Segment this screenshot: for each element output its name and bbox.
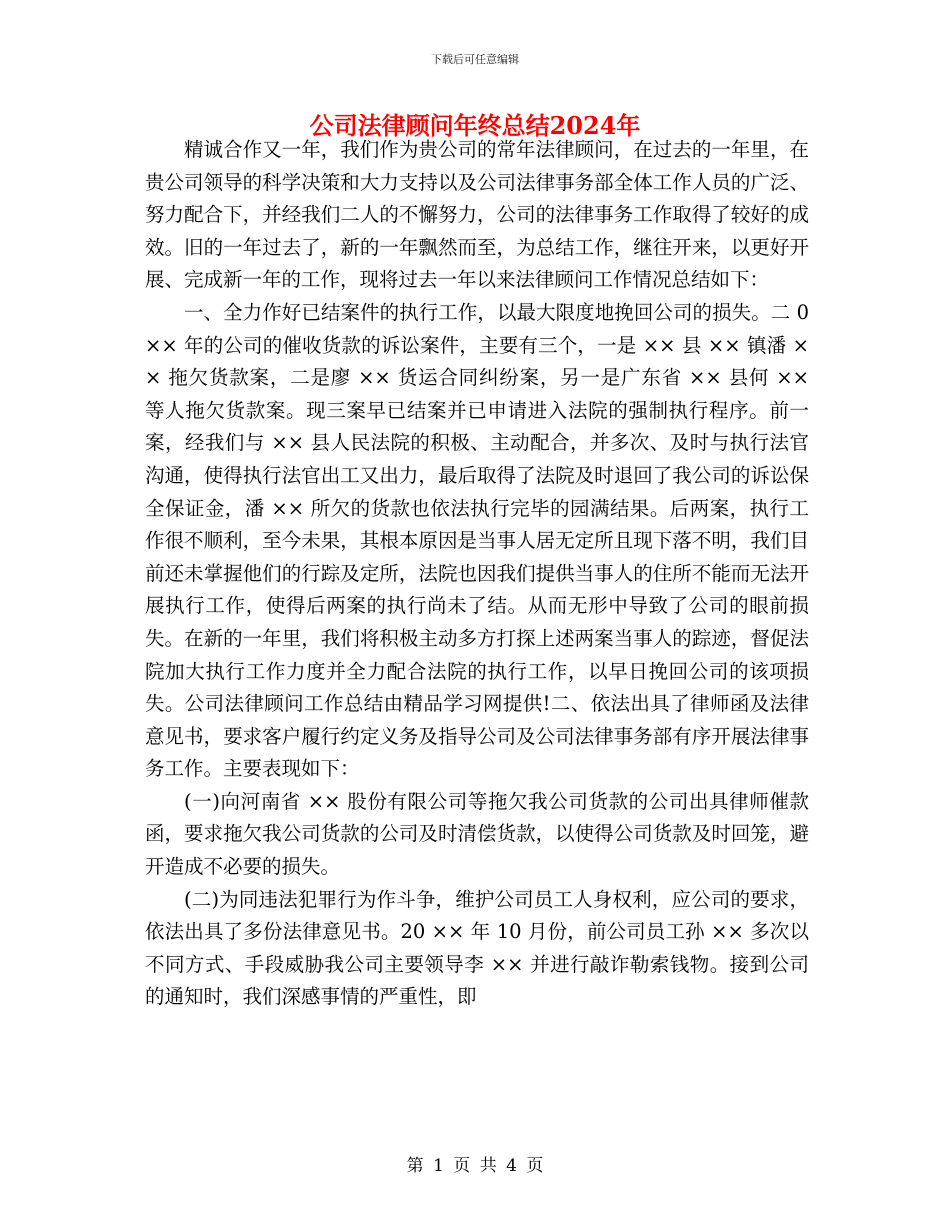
paragraph-item-two: (二)为同违法犯罪行为作斗争，维护公司员工人身权利，应公司的要求，依法出具了多份法律意见书。20 ×× 年 10 月份，前公司员工孙 ×× 多次以不同方式、手段威胁我公司主要领导李 ×× 并进行敲诈勒索钱物。接到公司的通知时，我们深感事情的严重性，即: [145, 887, 809, 1009]
paragraph-section-one: 一、全力作好已结案件的执行工作，以最大限度地挽回公司的损失。二 0 ×× 年的公司的催收货款的诉讼案件，主要有三个，一是 ×× 县 ×× 镇潘 ×× 拖欠货款案，二是廖 ×× 货运合同纠纷案，另一是广东省 ×× 县何 ×× 等人拖欠货款案。现三案早已结案并已申请进入法院的强制执行程序。前一案，经我们与 ×× 县人民法院的积极、主动配合，并多次、及时与执行法官沟通，使得执行法官出工又出力，最后取得了法院及时退回了我公司的诉讼保全保证金，潘 ×× 所欠的货款也依法执行完毕的园满结果。后两案，执行工作很不顺利，至今未果，其根本原因是当事人居无定所且现下落不明，我们目前还未掌握他们的行踪及定所，法院也因我们提供当事人的住所不能而无法开展执行工作，使得后两案的执行尚未了结。从而无形中导致了公司的眼前损失。在新的一年里，我们将积极主动多方打探上述两案当事人的踪迹，督促法院加大执行工作力度并全力配合法院的执行工作，以早日挽回公司的该项损失。公司法律顾问工作总结由精品学习网提供!二、依法出具了律师函及法律意见书，要求客户履行约定义务及指导公司及公司法律事务部有序开展法律事务工作。主要表现如下：: [145, 300, 809, 781]
paragraph-item-one: (一)向河南省 ×× 股份有限公司等拖欠我公司货款的公司出具律师催款函，要求拖欠我公司货款的公司及时清偿货款，以使得公司货款及时回笼，避开造成不必要的损失。: [145, 789, 809, 879]
page-header-note: 下载后可任意编辑: [431, 53, 519, 66]
page-number-footer: 第 1 页 共 4 页: [406, 1156, 544, 1176]
paragraph-intro: 精诚合作又一年，我们作为贵公司的常年法律顾问，在过去的一年里，在贵公司领导的科学决策和大力支持以及公司法律事务部全体工作人员的广泛、努力配合下，并经我们二人的不懈努力，公司的法律事务工作取得了较好的成效。旧的一年过去了，新的一年飘然而至，为总结工作，继往开来，以更好开展、完成新一年的工作，现将过去一年以来法律顾问工作情况总结如下：: [145, 138, 809, 292]
document-body: [145, 134, 809, 1014]
document-title: 公司法律顾问年终总结2024年: [309, 111, 641, 140]
